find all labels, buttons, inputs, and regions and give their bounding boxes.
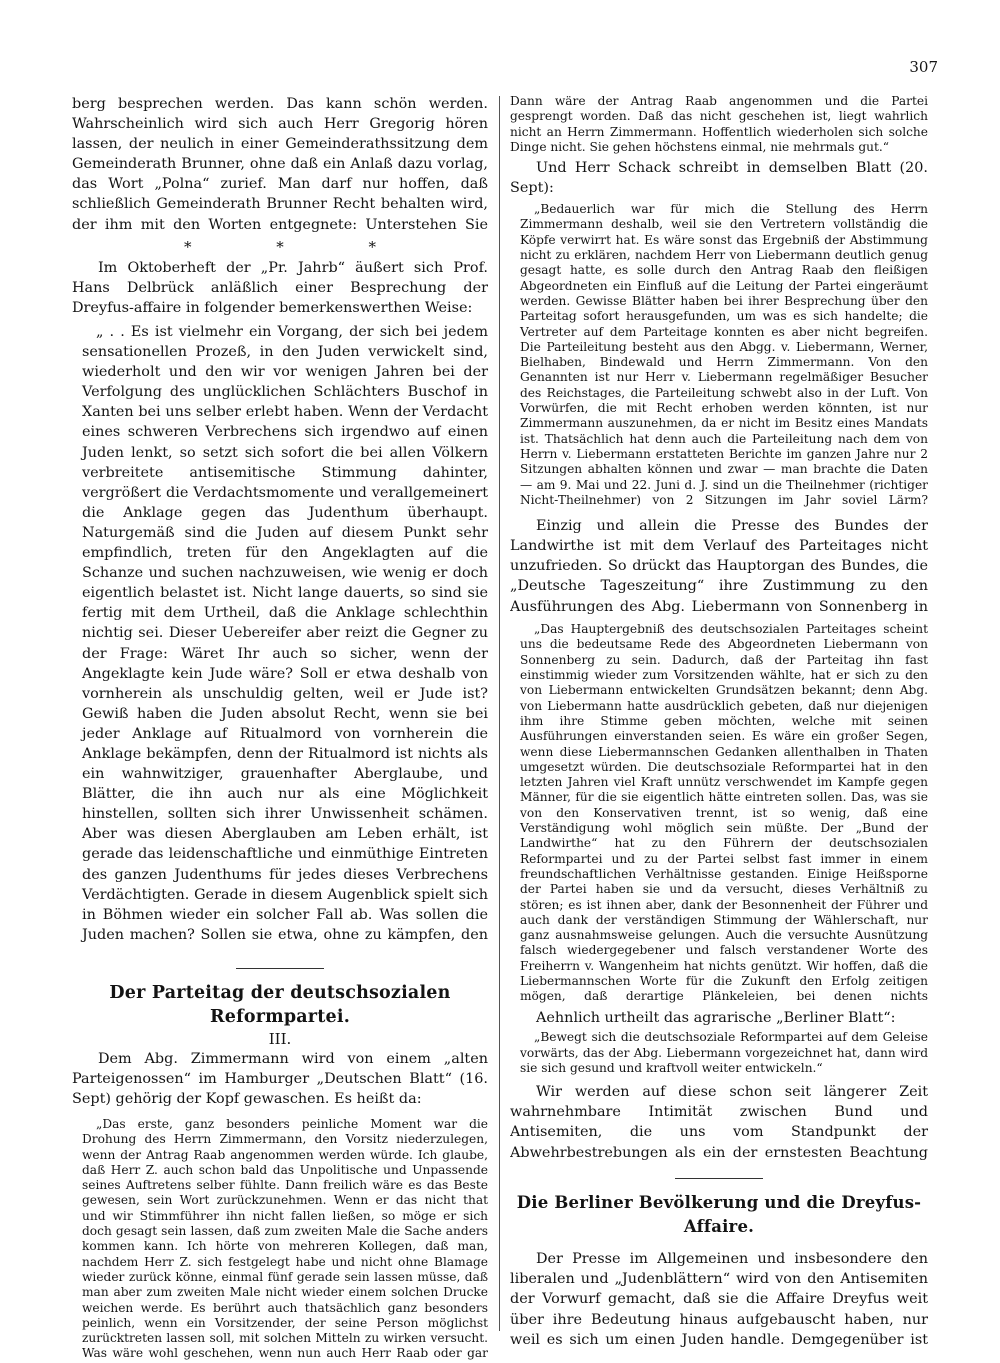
section-rule [236,968,324,969]
left-paragraph-4: Dem Abg. Zimmermann wird von einem „alten Parteigenossen“ im Hamburger „Deutschen Blatt“ (16. Sept) gehörig der Kopf gewaschen. Es heißt da: [72,1051,488,1108]
section-heading-parteitag: Der Parteitag der deutschsozialen Reformpartei. [109,983,451,1027]
right-paragraph-9: Der Presse im Allgemeinen und insbesondere den liberalen und „Judenblättern“ wird von den Antisemiten der Vorwurf gemacht, daß sie die Affaire Dreyfus weit über ihre Bedeutung hinaus aufgebauscht haben, nur weil es sich um einen Juden handle. Demgegenüber ist [510,1251,928,1348]
right-quote-schack: „Bedauerlich war für mich die Stellung des Herrn Zimmermann deshalb, weil sie den Vertretern vollständig die Köpfe verwirrt hat. Es wäre sonst das Ergebniß der Abstimmung nicht zu erklären, nachdem Herr von Liebermann deutlich genug gesagt hatte, es solle durch den Antrag Raab den fleißigen Abgeordneten ein Einfluß auf die Leitung der Partei eingeräumt werden. Gewisse Blätter haben bei ihrer Besprechung über den Parteitag sofort herausgefunden, um was es sich handelte; die Vertreter auf dem Parteitage konnten es aber nicht begreifen. Die Parteileitung besteht aus den Abgg. v. Liebermann, Werner, Bielhaben, Bindewald und Herrn Zimmermann. Von den Genannten ist nur Herr v. Liebermann regelmäßiger Besucher des Reichstages, die Parteileitung schwebt also in der Luft. Von Vorwürfen, die mit Recht erhoben werden könnten, ist nur Zimmermann auszunehmen, da er nicht im Besitz eines Mandats ist. Thatsächlich hat denn auch die Parteileitung nach dem von Herrn v. Liebermann erstatteten Berichte im ganzen Jahre nur 2 Sitzungen abhalten können und zwar — man brachte die Daten — am 9. Mai und 22. Juni d. J. sind un die Theilnehmer (richtiger Nicht-Theilnehmer) von 2 Sitzungen im Jahr soviel Lärm? [520,202,928,507]
section-separator: * * * [183,238,417,256]
right-quote-tageszeitung: „Das Hauptergebniß des deutschsozialen Parteitages scheint uns die bedeutsame Rede des Abgeordneten Liebermann von Sonnenberg zu sein. Dadurch, daß der Parteitag ihn fast einstimmig wieder zum Vorsitzenden wählte, hat er sich zu den von Liebermann entwickelten Grundsätzen bekannt; denn Abg. von Liebermann hatte ausdrücklich gebeten, daß nur diejenigen ihm ihre Stimme geben möchten, welche mit seinen Ausführungen einverstanden seien. Es wäre ein großer Segen, wenn diese Liebermannschen Gedanken allenthalben in Thaten umgesetzt würden. Die deutschsoziale Reformpartei hat in den letzten Jahren viel Kraft unnütz verschwendet im Kampfe gegen Männer, für die sie eigentlich hätte eintreten sollen. Das, was sie von den Konservativen trennt, ist so wenig, daß eine Verständigung wohl möglich sein müßte. Der „Bund der Landwirthe“ hat zu den Führern der deutschsozialen Reformpartei und zu der Partei selbst fast immer in einem freundschaftlichen Verhältnisse gestanden. Einige Heißsporne der Partei haben sie und da versucht, dieses Verhältniß zu stören; es ist ihnen aber, dank der Besonnenheit der Führer und auch dank der verständigen Stimmung der Wählerschaft, nur ganz ausnahmsweise gelungen. Auch die versuchte Ausnützung falsch wiedergegebener und falsch verstandener Worte des Freiherrn v. Wangenheim hat nichts genützt. Wir hoffen, daß die Liebermannschen Worte für die Zukunft den Erfolg zeitigen mögen, daß derartige Plänkeleien, bei denen nichts [520,622,928,1004]
right-paragraph-1: Dann wäre der Antrag Raab angenommen und die Partei gesprengt worden. Daß das nicht geschehen ist, liegt wahrlich nicht an Herrn Zimmermann. Hoffentlich wiederholen sich solche Dinge nicht. Sie gehen höchstens einmal, nie mehrmals gut.“ [510,94,928,154]
right-quote-berliner-blatt: „Bewegt sich die deutschsoziale Reformpartei auf dem Geleise vorwärts, das der Abg. Liebermann vorgezeichnet hat, dann wird sie sich gesund und kraftvoll weiter entwickeln.“ [520,1030,928,1075]
page-number: 307 [909,58,938,76]
left-quote-parteigenosse: „Das erste, ganz besonders peinliche Moment war die Drohung des Herrn Zimmermann, den Vorsitz niederzulegen, wenn der Antrag Raab angenommen werden würde. Ich glaube, daß Herr Z. auch schon bald das Unpolitische und Unpassende seines Auftretens selber fühlte. Dann freilich wäre es das Beste gewesen, sein Wort zurückzunehmen. Wenn er das nicht that und wir Stimmführer ihn nicht fallen ließen, so möge er sich doch gesagt sein lassen, daß zum zweiten Male die Sache anders kommen kann. Ich hörte von mehreren Kollegen, daß man, nachdem Herr Z. sich festgelegt habe und nicht ohne Blamage wieder zurück könne, einmal fünf gerade sein lassen müsse, daß man aber zum zweiten Male nicht wieder einem solchen Drucke weichen werde. Es berührt auch thatsächlich ganz besonders peinlich, wenn ein Vorsitzender, der seine Person möglichst zurücktreten lassen soll, mit solchen Mitteln zu wirken versucht. Was wäre wohl geschehen, wenn nun auch Herr Raab oder gar [82,1117,488,1361]
right-paragraph-4: Einzig und allein die Presse des Bundes der Landwirthe ist mit dem Verlauf des Parteitages nicht unzufrieden. So drückt das Hauptorgan des Bundes, die „Deutsche Tageszeitung“ ihre Zustimmung zu den Ausführungen des Abg. Liebermann von Sonnenberg in [510,518,928,615]
right-column [510,94,928,1349]
left-quote-delbrueck: „ . . Es ist vielmehr ein Vorgang, der sich bei jedem sensationellen Prozeß, in den Juden verwickelt sind, wiederholt und den wir vor wenigen Jahren bei der Verfolgung des unglücklichen Schlächters Buschof in Xanten bei uns selber erlebt haben. Wenn der Verdacht eines schweren Verbrechens sich irgendwo auf einen Juden lenkt, so setzt sich sofort die bei allen Völkern verbreitete antisemitische Stimmung dahinter, vergrößert die Verdachtsmomente und verallgemeinert die Anklage gegen das Judenthum überhaupt. Naturgemäß sind die Juden auf diesem Punkt sehr empfindlich, treten für den Angeklagten auf die Schanze und suchen nachzuweisen, wie wenig er doch eigentlich belastet ist. Nicht lange dauerts, so sind sie fertig mit dem Urtheil, daß die Anklage schlechthin nichtig sei. Dieser Uebereifer aber reizt die Gegner zu der Frage: Wäret Ihr auch so sicher, wenn der Angeklagte kein Jude wäre? Soll er etwa deshalb von vornherein als unschuldig gelten, weil er Jude ist? Gewiß haben die Juden absolut Recht, wenn sie bei jeder Anklage auf Ritualmord von vornherein die Anklage bekämpfen, denn der Ritualmord ist nichts als ein wahnwitziger, grauenhafter Aberglaube, und Blätter, die ihn auch nur als eine Möglichkeit hinstellen, sollten sich ihrer Unwissenheit schämen. Aber was diesen Aberglauben am Leben erhält, ist gerade das leidenschaftliche und einmüthige Eintreten des ganzen Judenthums für jedes dieses Verbrechens Verdächtigten. Gerade in diesem Augenblick spielt sich in Böhmen wieder ein solcher Fall ab. Was sollen die Juden machen? Sollen sie etwa, ohne zu kämpfen, den [82,324,488,943]
right-paragraph-8: Wir werden auf diese schon seit längerer Zeit wahrnehmbare Intimität zwischen Bund und Antisemiten, die uns vom Standpunkt der Abwehrbestrebungen als ein der ernstesten Beachtung [510,1084,928,1161]
left-paragraph-1: berg besprechen werden. Das kann schön werden. Wahrscheinlich wird sich auch Herr Gregorig hören lassen, der neulich in einer Gemeinderathssitzung dem Gemeinderath Brunner, ohne daß ein Anlaß dazu vorlag, das Wort „Polna“ zurief. Man darf nur hoffen, daß schließlich Gemeinderath Brunner Recht behalten wird, der ihm mit den Worten entgegnete: Unterstehen Sie [72,96,488,233]
section-rule-right [675,1178,763,1179]
right-paragraph-6: Aehnlich urtheilt das agrarische „Berliner Blatt“: [536,1010,896,1027]
left-column [72,94,488,1362]
right-paragraph-2: Und Herr Schack schreibt in demselben Blatt (20. Sept): [510,160,928,197]
column-divider [499,96,500,1331]
section-subheading: III. [268,1030,292,1048]
section-heading-dreyfus: Die Berliner Bevölkerung und die Dreyfus-Affaire. [516,1193,922,1237]
left-paragraph-2: Im Oktoberheft der „Pr. Jahrb“ äußert sich Prof. Hans Delbrück anläßlich einer Besprechung der Dreyfus-affaire in folgender bemerkenswerthen Weise: [72,260,488,317]
